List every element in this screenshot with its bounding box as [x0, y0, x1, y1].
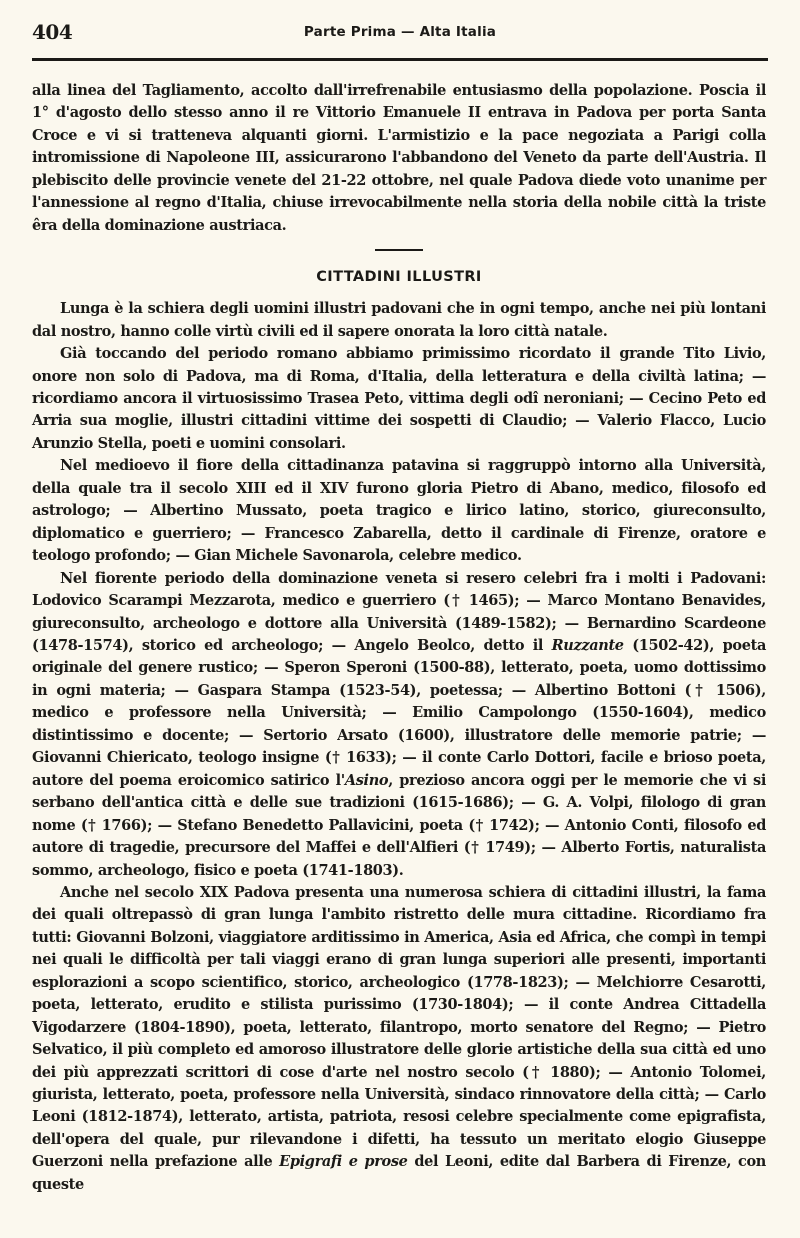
paragraph-3: Nel medioevo il fiore della cittadinanza patavina si raggruppò intorno alla Università, della quale tra il secolo XIII ed il XIV furono gloria Pietro di Abano, medico, filosofo ed astrologo; — Albertino Mussato, poeta tragico e lirico latino, storico, giureconsulto, diplomatico e guerriero; — Francesco Zabarella, detto il cardinale di Firenze, oratore e teologo profondo; — Gian Michele Savonarola, celebre medico. — [32, 457, 766, 565]
paragraph-4-part-c: , prezioso ancora oggi per le memorie che vi si serbano dell'antica città e delle sue tradizioni (1615-1686); — G. A. Volpi, filologo di gran nome († 1766); — Stefano Benedetto Pallavicini, poeta († 1742); — Antonio Conti, filosofo ed autore di tragedie, precursore del Maffei e dell'Alfieri († 1749); — Alberto Fortis, naturalista sommo, archeologo, fisico e poeta (1741-1803). — [32, 771, 767, 879]
page-number: 404 — [32, 20, 73, 44]
section-title: CITTADINI ILLUSTRI — [316, 269, 482, 286]
paragraph-4-part-a: Nel fiorente periodo della dominazione veneta si resero celebri fra i molti i Padovani: Lodovico Scarampi Mezzarota, medico e guerriero († 1465); — Marco Montano Benavides, giureconsulto, archeologo e dottore alla Università (1489-1582); — Bernardino Scardeone (1478-1574), storico ed archeologo; — Angelo Beolco, detto il — [32, 569, 766, 654]
title-epigrafi-e-prose: Epigrafi e prose — [279, 1153, 408, 1171]
paragraph-4 — [32, 568, 766, 882]
paragraph-4-part-b: (1502-42), poeta originale del genere rustico; — Speron Speroni (1500-88), letterato, poeta, uomo dottissimo in ogni materia; — Gaspara Stampa (1523-54), poetessa; — Albertino Bottoni († 1506), medico e professore nella Università; — Emilio Campolongo (1550-1604), medico distintissimo e docente; — Sertorio Arsato (1600), illustratore delle memorie patrie; — Giovanni Chiericato, teologo insigne († 1633); — il conte Carlo Dottori, facile e brioso poeta, autore del poema eroicomico satirico l' — [32, 636, 766, 789]
title-ruzzante: Ruzzante — [551, 636, 624, 654]
header-rule — [32, 58, 768, 61]
paragraph-5 — [32, 882, 766, 1196]
paragraph-2: Già toccando del periodo romano abbiamo primissimo ricordato il grande Tito Livio, onore non solo di Padova, ma di Roma, d'Italia, della letteratura e della civiltà latina; — ricordiamo ancora il virtuosissimo Trasea Peto, vittima degli odî neroniani; — Cecino Peto ed Arria sua moglie, illustri cittadini vittime dei sospetti di Claudio; — Valerio Flacco, Lucio Arunzio Stella, poeti e uomini consolari. — [32, 345, 766, 452]
paragraph-1: Lunga è la schiera degli uomini illustri padovani che in ogni tempo, anche nei più lontani dal nostro, hanno colle virtù civili ed il sapere onorata la loro città natale. — [32, 300, 766, 340]
title-asino: Asino — [344, 771, 389, 789]
paragraph-5-part-b: del Leoni, edite dal Barbera di Firenze, con queste — [32, 1153, 766, 1193]
page-header — [32, 20, 768, 48]
intro-paragraph: alla linea del Tagliamento, accolto dall'irrefrenabile entusiasmo della popolazione. Poscia il 1° d'agosto dello stesso anno il re Vittorio Emanuele II entrava in Padova per porta Santa Croce e vi si tratteneva alquanti giorni. L'armistizio e la pace negoziata a Parigi colla intromissione di Napoleone III, assicurarono l'abbandono del Veneto da parte dell'Austria. Il plebiscito delle provincie venete del 21-22 ottobre, nel quale Padova diede voto unanime per l'annessione al regno d'Italia, chiuse irrevocabilmente nella storia della nobile città la triste êra della dominazione austriaca. — [32, 82, 766, 234]
paragraph-5-part-a: Anche nel secolo XIX Padova presenta una numerosa schiera di cittadini illustri, la fama dei quali oltrepassò di gran lunga l'ambito ristretto delle mura cittadine. Ricordiamo fra tutti: Giovanni Bolzoni, viaggiatore arditissimo in America, Asia ed Africa, che compì in tempi nei quali le difficoltà per tali viaggi erano di gran lunga superiori alle presenti, importanti esplorazioni a scopo scientifico, storico, archeologico (1778-1823); — Melchiorre Cesarotti, poeta, letterato, erudito e stilista purissimo (1730-1804); — il conte Andrea Cittadella Vigodarzere (1804-1890), poeta, letterato, filantropo, morto senatore del Regno; — Pietro Selvatico, il più completo ed amoroso illustratore delle glorie artistiche della sua città ed uno dei più apprezzati scrittori di cose d'arte nel nostro secolo († 1880); — Antonio Tolomei, giurista, letterato, poeta, professore nella Università, sindaco rinnovatore della città; — Carlo Leoni (1812-1874), letterato, artista, patriota, resosi celebre specialmente come epigrafista, dell'opera del quale, pur rilevandone i difetti, ha tessuto un meritato elogio Giuseppe Guerzoni nella prefazione alle — [32, 883, 766, 1171]
body-text — [32, 80, 766, 1196]
section-divider — [375, 249, 423, 251]
running-title: Parte Prima — Alta Italia — [303, 24, 497, 40]
